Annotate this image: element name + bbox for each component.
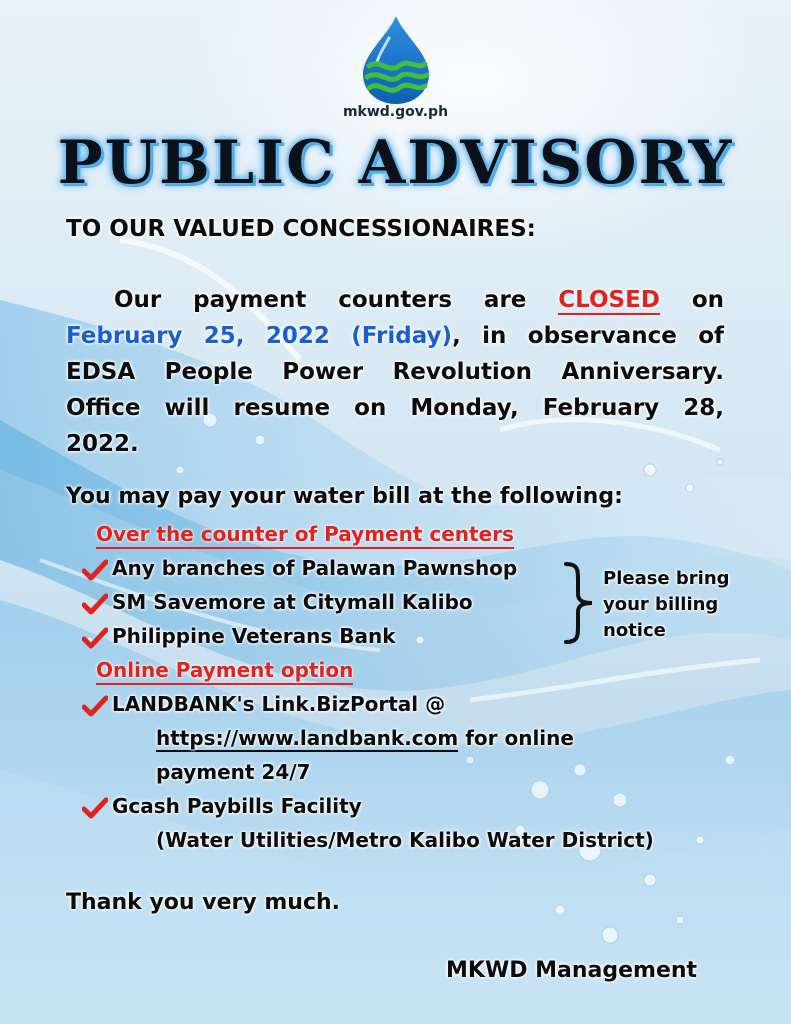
notice-text: , in observance of (452, 323, 724, 349)
landbank-link[interactable]: https://www.landbank.com (156, 726, 459, 750)
gcash-detail: (Water Utilities/Metro Kalibo Water District) (156, 828, 654, 852)
red-checkmark-icon (82, 559, 108, 581)
website-label: mkwd.gov.ph (342, 104, 449, 120)
notice-line-1 (66, 282, 724, 318)
landbank-availability: payment 24/7 (156, 760, 311, 784)
landbank-url-line (156, 726, 574, 750)
over-counter-heading: Over the counter of Payment centers (96, 522, 514, 549)
list-item: Any branches of Palawan Pawnshop (112, 556, 518, 580)
closed-label: CLOSED (558, 287, 660, 313)
notice-line-4: Office will resume on Monday, February 28, (66, 395, 724, 421)
reminder-line: Please bring (603, 568, 730, 589)
list-item: LANDBANK's Link.BizPortal @ (112, 692, 446, 716)
payment-intro: You may pay your water bill at the following: (66, 484, 623, 509)
list-item: SM Savemore at Citymall Kalibo (112, 590, 473, 614)
notice-line-2 (66, 318, 724, 354)
red-checkmark-icon (82, 797, 108, 819)
water-drop-logo-icon (355, 14, 437, 106)
notice-text: Our payment counters are (114, 287, 527, 313)
reminder-line: your billing (603, 594, 719, 615)
closure-date: February 25, 2022 (Friday) (66, 323, 453, 349)
list-item: Philippine Veterans Bank (112, 624, 396, 648)
landbank-url-suffix: for online (458, 726, 574, 750)
curly-brace-icon (560, 560, 600, 646)
notice-text: on (691, 287, 724, 313)
page-title: PUBLIC ADVISORY (57, 128, 734, 198)
reminder-line: notice (603, 620, 666, 641)
notice-line-3: EDSA People Power Revolution Anniversary. (66, 359, 724, 385)
signature: MKWD Management (446, 958, 698, 983)
notice-line-5: 2022. (66, 431, 139, 457)
red-checkmark-icon (82, 593, 108, 615)
thank-you-text: Thank you very much. (66, 890, 341, 915)
online-payment-heading: Online Payment option (96, 658, 353, 685)
billing-notice-reminder (603, 566, 753, 644)
list-item: Gcash Paybills Facility (112, 794, 362, 818)
salutation: TO OUR VALUED CONCESSIONAIRES: (66, 216, 536, 242)
red-checkmark-icon (82, 627, 108, 649)
closure-notice (66, 282, 724, 462)
red-checkmark-icon (82, 695, 108, 717)
